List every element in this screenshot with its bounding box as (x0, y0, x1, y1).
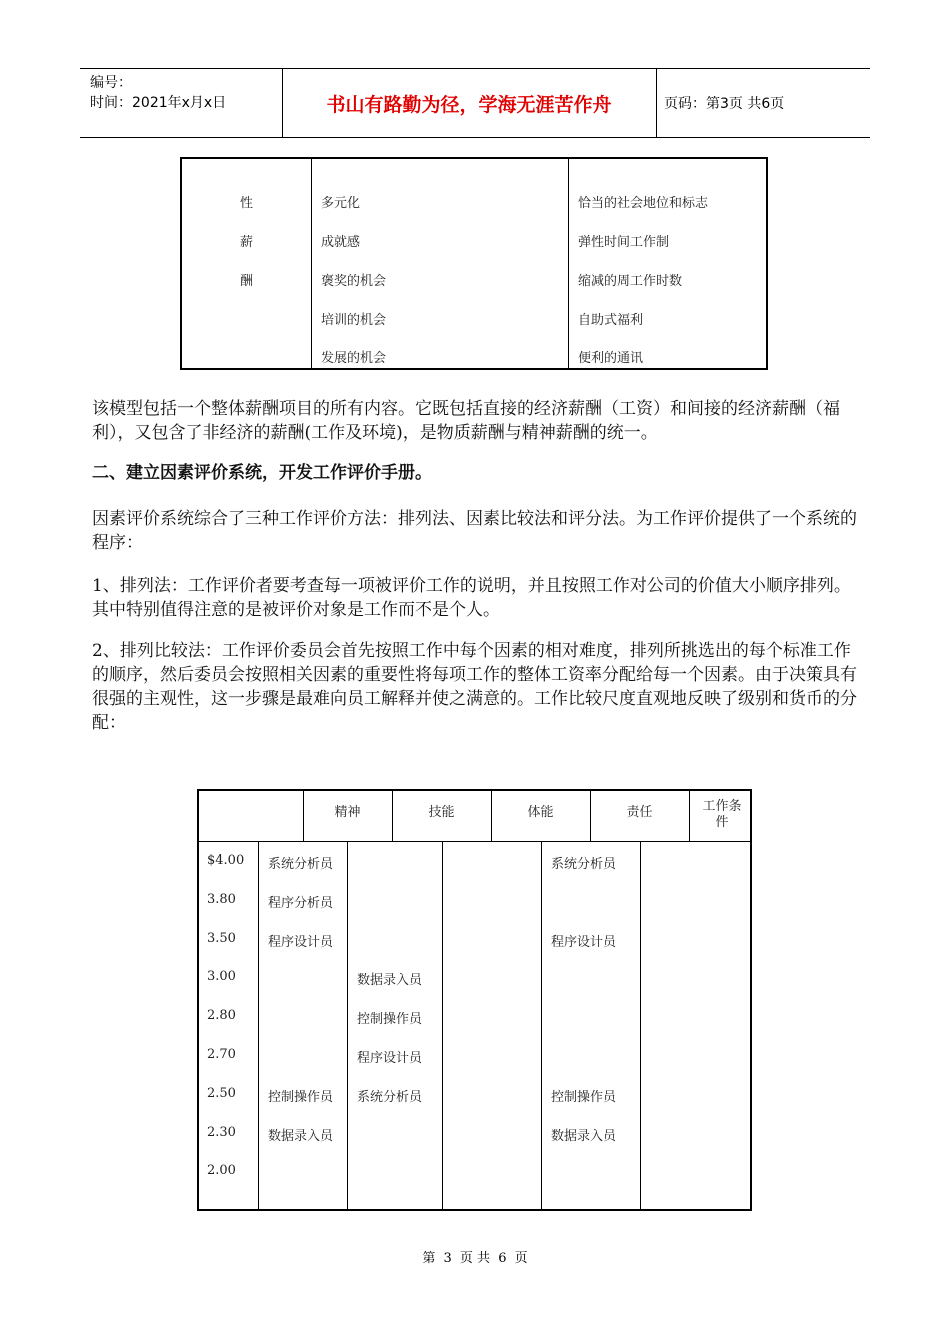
table-divider (541, 841, 542, 1209)
table-cell: 多元化 (321, 196, 361, 211)
rate-cell: 2.30 (207, 1125, 236, 1140)
column-header: 体能 (527, 805, 554, 820)
table-divider (199, 841, 750, 842)
footer-text: 第 (422, 1251, 436, 1266)
column-header: 工作条件 (702, 799, 742, 830)
column-header: 精神 (334, 805, 361, 820)
rate-cell: 3.80 (207, 892, 236, 907)
table-cell: 数据录入员 (357, 973, 423, 988)
table-cell: 弹性时间工作制 (578, 235, 670, 250)
paragraph: 2、排列比较法：工作评价委员会首先按照工作中每个因素的相对难度，排列所挑选出的每个标准工作的顺序，然后委员会按照相关因素的重要性将每项工作的整体工资率分配给每一个因素。由于决策具有很强的主观性，这一步骤是最难向员工解释并使之满意的。工作比较尺度直观地反映了级别和货币的分配： (92, 641, 857, 733)
table-cell: 程序设计员 (551, 935, 617, 950)
table-divider (640, 841, 641, 1209)
table-cell: 发展的机会 (321, 351, 387, 366)
paragraph: 该模型包括一个整体薪酬项目的所有内容。它既包括直接的经济薪酬（工资）和间接的经济薪酬（福利），又包含了非经济的薪酬(工作及环境)，是物质薪酬与精神薪酬的统一。 (92, 399, 840, 443)
table-cell: 培训的机会 (321, 313, 387, 328)
table-cell: 薪 (240, 235, 254, 250)
footer-text: 页 (514, 1251, 528, 1266)
table-cell: 程序设计员 (357, 1051, 423, 1066)
table-cell: 控制操作员 (551, 1090, 617, 1105)
header-motto: 书山有路勤为径，学海无涯苦作舟 (326, 93, 612, 116)
table-divider (442, 841, 443, 1209)
page-footer (0, 1247, 950, 1266)
table-divider (568, 159, 569, 368)
page-header (80, 68, 870, 138)
table-cell: 恰当的社会地位和标志 (578, 196, 709, 211)
table-divider (347, 841, 348, 1209)
table-cell: 数据录入员 (551, 1129, 617, 1144)
table-cell: 酬 (240, 274, 254, 289)
paragraph: 因素评价系统综合了三种工作评价方法：排列法、因素比较法和评分法。为工作评价提供了一个系统的程序： (92, 509, 857, 553)
footer-page-total: 6 (498, 1251, 507, 1266)
section-heading: 二、建立因素评价系统，开发工作评价手册。 (92, 463, 432, 483)
table-cell: 数据录入员 (268, 1129, 334, 1144)
table-cell: 自助式福利 (578, 313, 644, 328)
compensation-table (180, 157, 768, 370)
table-cell: 成就感 (321, 235, 361, 250)
document-number-label: 编号： (90, 75, 132, 91)
table-divider (689, 791, 690, 841)
table-cell: 系统分析员 (551, 857, 617, 872)
footer-text: 页 共 (459, 1251, 491, 1266)
footer-page-number: 3 (443, 1251, 452, 1266)
header-divider (656, 69, 657, 137)
rate-cell: 2.70 (207, 1047, 236, 1062)
column-header: 责任 (626, 805, 653, 820)
header-meta (90, 73, 226, 113)
document-date: 时间：2021年x月x日 (90, 95, 227, 111)
rate-cell: 2.00 (207, 1163, 236, 1178)
column-header: 技能 (428, 805, 455, 820)
rate-cell: 3.00 (207, 969, 236, 984)
paragraph: 1、排列法：工作评价者要考查每一项被评价工作的说明，并且按照工作对公司的价值大小顺序排列。其中特别值得注意的是被评价对象是工作而不是个人。 (92, 576, 851, 620)
rate-cell: 3.50 (207, 931, 236, 946)
table-cell: 缩减的周工作时数 (578, 274, 683, 289)
rate-cell: 2.50 (207, 1086, 236, 1101)
table-cell: 褒奖的机会 (321, 274, 387, 289)
table-cell: 系统分析员 (357, 1090, 423, 1105)
table-cell: 程序设计员 (268, 935, 334, 950)
table-cell: 控制操作员 (357, 1012, 423, 1027)
table-cell: 性 (240, 196, 254, 211)
table-cell: 便利的通讯 (578, 351, 644, 366)
rate-cell: 2.80 (207, 1008, 236, 1023)
table-cell: 系统分析员 (268, 857, 334, 872)
table-cell: 控制操作员 (268, 1090, 334, 1105)
table-divider (311, 159, 312, 368)
header-page-info: 页码：第3页 共6页 (664, 96, 785, 112)
job-comparison-table (197, 789, 752, 1211)
table-divider (258, 841, 259, 1209)
table-cell: 程序分析员 (268, 896, 334, 911)
rate-cell: $4.00 (207, 853, 245, 868)
